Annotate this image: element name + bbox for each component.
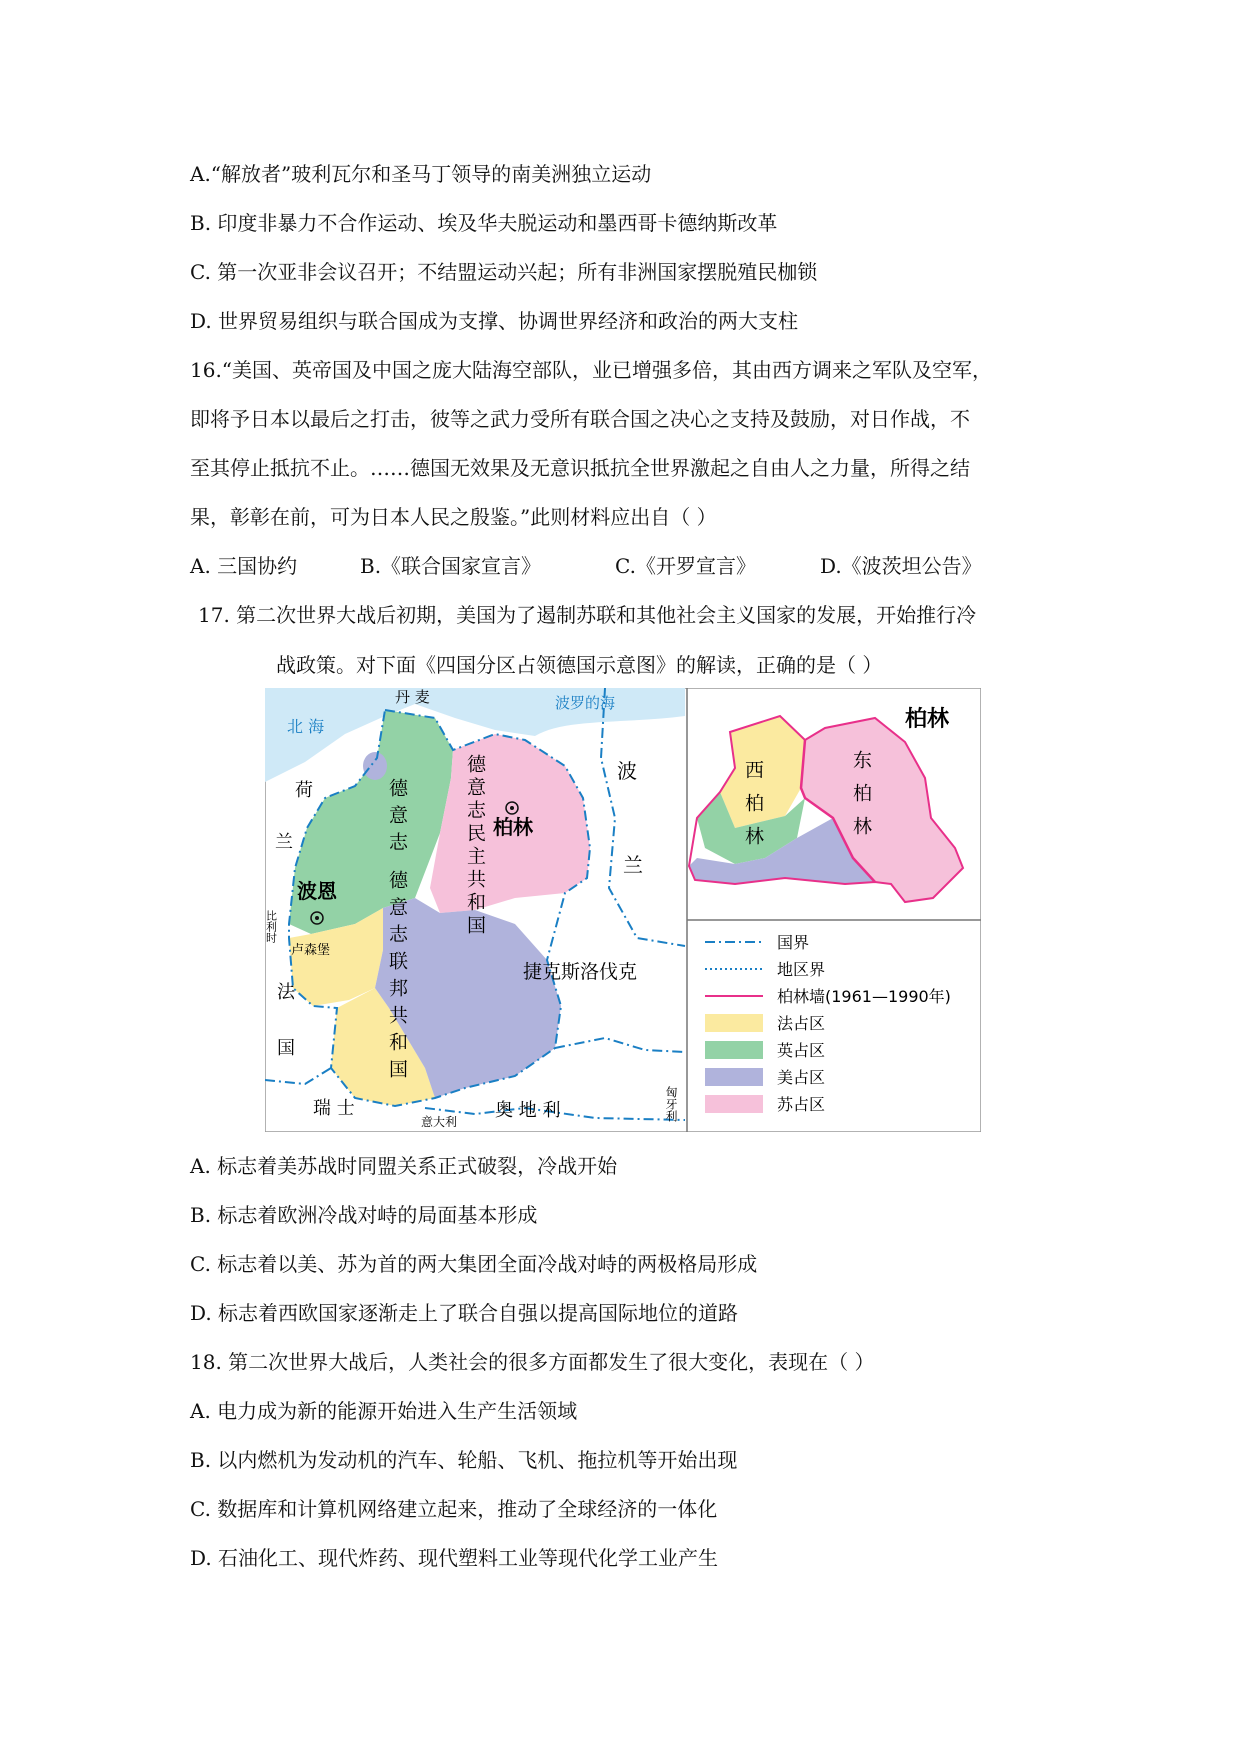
legend-symbol-3 bbox=[705, 1014, 763, 1032]
q15-option-a: A.“解放者”玻利瓦尔和圣马丁领导的南美洲独立运动 bbox=[190, 162, 652, 186]
q16-option-c: C.《开罗宣言》 bbox=[615, 554, 756, 578]
label-poland-2: 兰 bbox=[623, 853, 643, 877]
legend-label-0: 国界 bbox=[777, 933, 810, 952]
q16-option-d: D.《波茨坦公告》 bbox=[820, 554, 982, 578]
legend-label-2: 柏林墙(1961—1990年) bbox=[777, 987, 951, 1006]
q16-options bbox=[190, 552, 982, 580]
label-frg: 德意志联邦共和国 bbox=[386, 870, 408, 1086]
label-hungary: 匈牙利 bbox=[664, 1086, 678, 1122]
legend-label-5: 美占区 bbox=[777, 1068, 826, 1087]
q16-stem-line-1: 16.“美国、英帝国及中国之庞大陆海空部队，业已增强多倍，其由西方调来之军队及空军， bbox=[190, 358, 993, 382]
q16-stem-line-3: 至其停止抵抗不止。……德国无效果及无意识抵抗全世界激起之自由人之力量，所得之结 bbox=[190, 456, 970, 480]
label-denmark: 丹 麦 bbox=[395, 688, 430, 706]
legend-label-6: 苏占区 bbox=[777, 1095, 826, 1114]
q18-option-c: C. 数据库和计算机网络建立起来，推动了全球经济的一体化 bbox=[190, 1497, 718, 1521]
label-netherlands-1: 荷 bbox=[295, 780, 313, 801]
q16-stem-line-2: 即将予日本以最后之打击，彼等之武力受所有联合国之决心之支持及鼓励，对日作战，不 bbox=[190, 407, 970, 431]
q17-stem-line-1: 17. 第二次世界大战后初期，美国为了遏制苏联和其他社会主义国家的发展，开始推行冷 bbox=[198, 603, 977, 627]
legend-label-4: 英占区 bbox=[777, 1041, 826, 1060]
label-poland-1: 波 bbox=[617, 759, 637, 783]
label-italy: 意大利 bbox=[421, 1115, 458, 1129]
label-frg-north: 德意志 bbox=[386, 778, 408, 859]
q17-stem-line-2: 战政策。对下面《四国分区占领德国示意图》的解读，正确的是（ ） bbox=[276, 653, 883, 677]
legend-symbol-5 bbox=[705, 1068, 763, 1086]
label-switzerland: 瑞 士 bbox=[313, 1098, 355, 1119]
label-czechoslovakia: 捷克斯洛伐克 bbox=[523, 961, 638, 983]
label-east-berlin: 东柏林 bbox=[850, 750, 872, 849]
q15-option-d: D. 世界贸易组织与联合国成为支撑、协调世界经济和政治的两大支柱 bbox=[190, 309, 799, 333]
q18-option-d: D. 石油化工、现代炸药、现代塑料工业等现代化学工业产生 bbox=[190, 1546, 719, 1570]
q17-option-b: B. 标志着欧洲冷战对峙的局面基本形成 bbox=[190, 1203, 538, 1227]
germany-occupation-map bbox=[265, 688, 981, 1132]
legend-label-1: 地区界 bbox=[777, 960, 826, 979]
legend-symbol-4 bbox=[705, 1041, 763, 1059]
q18-option-a: A. 电力成为新的能源开始进入生产生活领域 bbox=[190, 1399, 578, 1423]
q17-option-c: C. 标志着以美、苏为首的两大集团全面冷战对峙的两极格局形成 bbox=[190, 1252, 758, 1276]
q18-option-b: B. 以内燃机为发动机的汽车、轮船、飞机、拖拉机等开始出现 bbox=[190, 1448, 738, 1472]
label-austria: 奥 地 利 bbox=[495, 1100, 561, 1121]
legend-symbol-6 bbox=[705, 1095, 763, 1113]
label-gdr: 德意志民主共和国 bbox=[464, 754, 486, 938]
label-bonn: 波恩 bbox=[297, 879, 337, 903]
label-baltic-sea: 波罗的海 bbox=[555, 694, 616, 712]
q16-option-a: A. 三国协约 bbox=[190, 554, 298, 578]
label-belgium: 比利时 bbox=[265, 910, 278, 943]
q15-option-c: C. 第一次亚非会议召开；不结盟运动兴起；所有非洲国家摆脱殖民枷锁 bbox=[190, 260, 818, 284]
label-luxembourg: 卢森堡 bbox=[291, 943, 331, 958]
legend-label-3: 法占区 bbox=[777, 1014, 826, 1033]
q16-stem-line-4: 果，彰彰在前，可为日本人民之殷鉴。”此则材料应出自（ ） bbox=[190, 505, 717, 529]
berlin-capital-dot-icon bbox=[510, 806, 514, 810]
label-west-berlin: 西柏林 bbox=[742, 760, 764, 859]
q16-option-b: B.《联合国家宣言》 bbox=[360, 554, 542, 578]
bremen-enclave bbox=[363, 752, 387, 780]
q18-stem: 18. 第二次世界大战后，人类社会的很多方面都发生了很大变化，表现在（ ） bbox=[190, 1350, 875, 1374]
label-north-sea: 北 海 bbox=[287, 717, 325, 736]
label-france-2: 国 bbox=[277, 1038, 295, 1059]
label-berlin: 柏林 bbox=[493, 815, 533, 839]
q15-option-b: B. 印度非暴力不合作运动、埃及华夫脱运动和墨西哥卡德纳斯改革 bbox=[190, 211, 778, 235]
berlin-inset-title: 柏林 bbox=[905, 707, 950, 732]
q17-option-a: A. 标志着美苏战时同盟关系正式破裂，冷战开始 bbox=[190, 1154, 618, 1178]
label-france-1: 法 bbox=[277, 982, 295, 1003]
bonn-capital-dot-icon bbox=[315, 916, 319, 920]
label-netherlands-2: 兰 bbox=[275, 832, 293, 853]
q17-option-d: D. 标志着西欧国家逐渐走上了联合自强以提高国际地位的道路 bbox=[190, 1301, 739, 1325]
